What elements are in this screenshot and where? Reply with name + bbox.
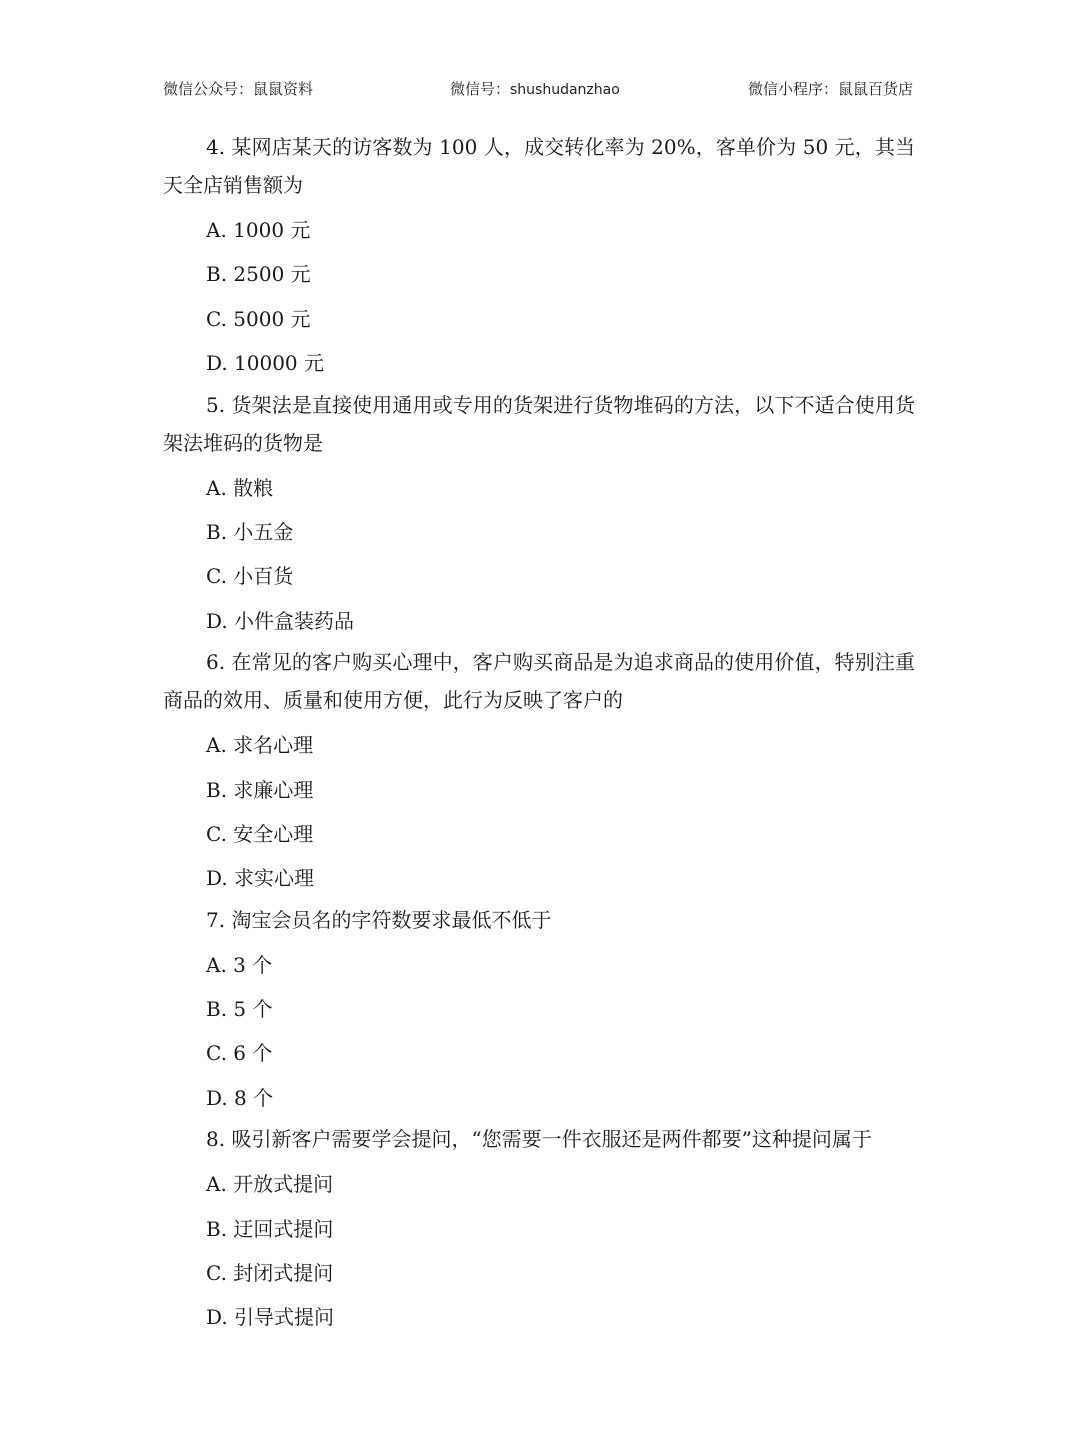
option-b: B. 2500 元: [206, 262, 311, 287]
option-d: D. 引导式提问: [206, 1305, 335, 1330]
option-d: D. 求实心理: [206, 866, 315, 891]
option-c: C. 小百货: [206, 564, 294, 589]
option-b: B. 5 个: [206, 997, 273, 1022]
question-7: [163, 901, 915, 1121]
page-header: [163, 78, 913, 102]
option-b: B. 求廉心理: [206, 777, 314, 802]
header-wechat-id-label: 微信号：: [450, 80, 511, 98]
question-4: [163, 128, 915, 386]
question-stem: 4. 某网店某天的访客数为 100 人，成交转化率为 20%，客单价为 50 元，其当天全店销售额为: [163, 135, 915, 197]
header-mini-program: 微信小程序：鼠鼠百货店: [747, 80, 913, 98]
question-stem: 6. 在常见的客户购买心理中，客户购买商品是为追求商品的使用价值，特别注重商品的效用、质量和使用方便，此行为反映了客户的: [163, 650, 915, 713]
option-a: A. 3 个: [206, 952, 273, 977]
option-d: D. 小件盒装药品: [206, 608, 355, 633]
option-a: A. 1000 元: [206, 218, 311, 242]
option-c: C. 安全心理: [206, 821, 314, 846]
question-stem: 5. 货架法是直接使用通用或专用的货架进行货物堆码的方法，以下不适合使用货架法堆码的货物是: [163, 392, 915, 455]
option-b: B. 小五金: [206, 519, 294, 544]
option-d: D. 10000 元: [206, 351, 325, 376]
option-c: C. 封闭式提问: [206, 1261, 334, 1286]
option-c: C. 6 个: [206, 1041, 273, 1066]
question-stem: 7. 淘宝会员名的字符数要求最低不低于: [206, 907, 552, 932]
question-6: [163, 643, 915, 901]
option-a: A. 开放式提问: [206, 1172, 334, 1197]
question-5: [163, 386, 915, 644]
question-8: [163, 1120, 915, 1340]
option-a: A. 散粮: [206, 475, 274, 500]
option-d: D. 8 个: [206, 1085, 274, 1110]
option-b: B. 迂回式提问: [206, 1216, 334, 1241]
option-a: A. 求名心理: [206, 733, 314, 758]
header-wechat-id: [450, 78, 620, 99]
header-wechat-id-value: shushudanzhao: [510, 82, 620, 98]
header-wechat-account: 微信公众号：鼠鼠资料: [163, 80, 314, 98]
option-c: C. 5000 元: [206, 306, 311, 331]
question-list: [163, 128, 915, 1340]
question-stem: 8. 吸引新客户需要学会提问，“您需要一件衣服还是两件都要”这种提问属于: [206, 1127, 872, 1152]
